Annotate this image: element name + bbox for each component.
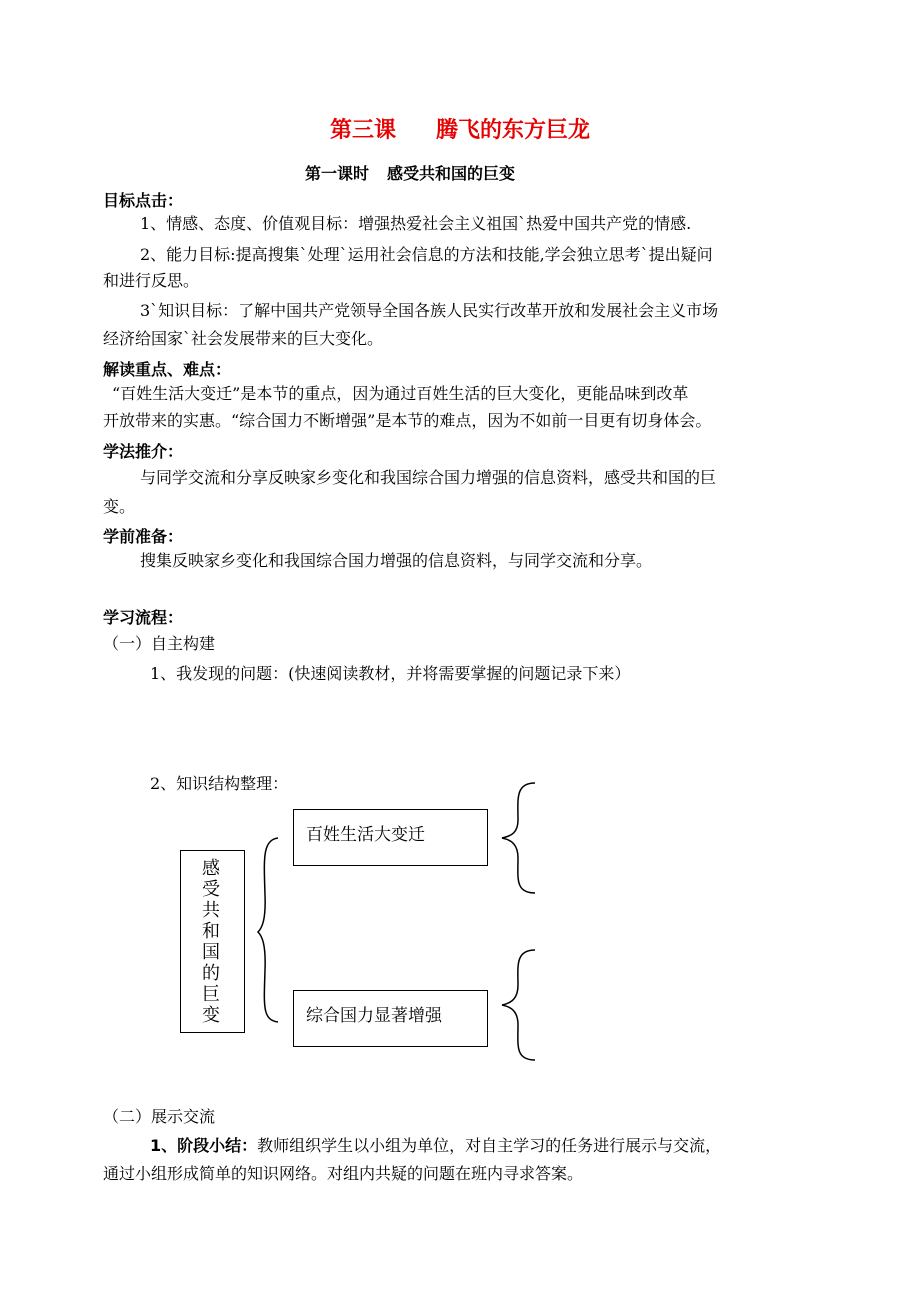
- part-1-label: （一）自主构建: [103, 634, 216, 653]
- summary-text-1: 教师组织学生以小组为单位，对自主学习的任务进行展示与交流，: [257, 1136, 722, 1155]
- method-heading: 学法推介：: [103, 442, 184, 461]
- goal-item-3: 3`知识目标：了解中国共产党领导全国各族人民实行改革开放和发展社会主义市场: [140, 301, 719, 320]
- summary-line-2: 通过小组形成简单的知识网络。对组内共疑的问题在班内寻求答案。: [103, 1164, 584, 1183]
- goals-heading: 目标点击：: [103, 191, 184, 210]
- prep-text: 搜集反映家乡变化和我国综合国力增强的信息资料，与同学交流和分享。: [140, 551, 653, 570]
- brace-branch-2: [502, 950, 535, 1060]
- lesson-name: 腾飞的东方巨龙: [436, 118, 591, 143]
- goal-item-3-cont: 经济给国家`社会发展带来的巨大变化。: [103, 329, 384, 348]
- goal-item-2-cont: 和进行反思。: [103, 271, 200, 290]
- period-label: 第一课时: [304, 164, 369, 183]
- lesson-number: 第三课: [329, 118, 396, 143]
- prep-heading: 学前准备：: [103, 527, 184, 546]
- diagram-branch-1-label: 百姓生活大变迁: [306, 825, 425, 845]
- question-1: 1、我发现的问题：(快速阅读教材，并将需要掌握的问题记录下来）: [150, 664, 631, 683]
- process-heading: 学习流程：: [103, 608, 184, 627]
- diagram-root-label: 感受共和国的巨变: [202, 858, 220, 1026]
- method-line-1: 与同学交流和分享反映家乡变化和我国综合国力增强的信息资料，感受共和国的巨: [140, 468, 717, 487]
- part-2-label: （二）展示交流: [103, 1107, 216, 1126]
- summary-line-1: [150, 1132, 721, 1160]
- keypoints-heading: 解读重点、难点：: [103, 360, 232, 379]
- brace-root: [258, 838, 278, 1022]
- keypoints-line-2: 开放带来的实惠。“综合国力不断增强”是本节的难点，因为不如前一目更有切身体会。: [103, 411, 712, 430]
- goal-item-2: 2、能力目标:提高搜集`处理`运用社会信息的方法和技能,学会独立思考`提出疑问: [140, 245, 713, 264]
- keypoints-line-1: “百姓生活大变迁”是本节的重点，因为通过百姓生活的巨大变化，更能品味到改革: [112, 384, 689, 403]
- question-2: 2、知识结构整理：: [150, 774, 289, 793]
- summary-label: 1、阶段小结：: [150, 1136, 258, 1155]
- period-topic: 感受共和国的巨变: [387, 164, 516, 183]
- goal-item-1: 1、情感、态度、价值观目标：增强热爱社会主义祖国`热爱中国共产党的情感.: [140, 214, 692, 233]
- brace-branch-1: [502, 783, 535, 893]
- diagram-branch-2-label: 综合国力显著增强: [306, 1006, 442, 1026]
- method-line-2: 变。: [103, 497, 136, 516]
